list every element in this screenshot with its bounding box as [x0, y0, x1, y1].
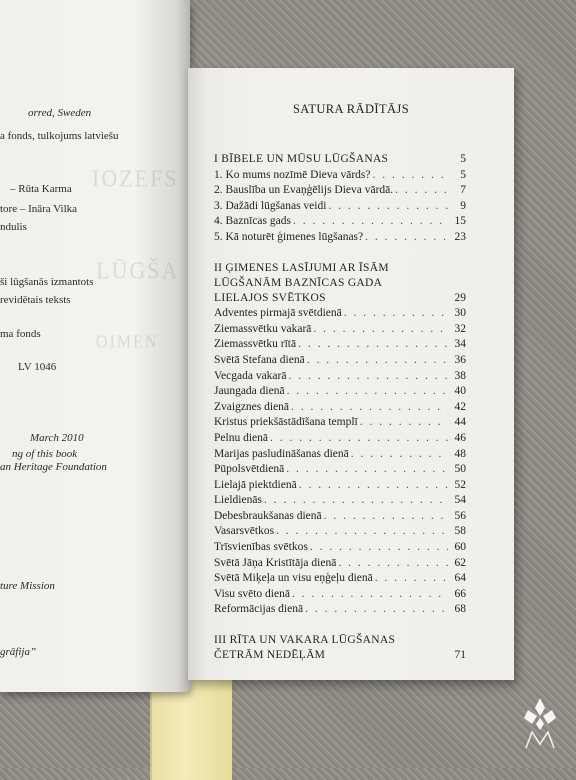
toc-entry[interactable]: [214, 306, 466, 322]
section-heading-line: II ĢIMENES LASĪJUMI AR ĪSĀM: [214, 261, 389, 274]
toc-entry[interactable]: [214, 602, 466, 618]
toc-entry-page-number: 44: [454, 416, 466, 429]
section-heading-line: ČETRĀM NEDĒĻĀM: [214, 649, 326, 662]
toc-entry[interactable]: [214, 337, 466, 353]
left-page-line: ng of this book: [12, 448, 78, 460]
section-heading-line: LIELAJOS SVĒTKOS: [214, 291, 326, 304]
toc-entry-page-number: 60: [454, 541, 466, 554]
toc-entry[interactable]: [214, 478, 466, 494]
toc-entry-page-number: 15: [454, 215, 466, 228]
dot-leader: [360, 415, 448, 431]
toc-entry-page-number: 34: [454, 338, 466, 351]
toc-entry-page-number: 9: [460, 199, 466, 212]
toc-entry[interactable]: [214, 556, 466, 572]
toc-entry[interactable]: [214, 214, 466, 230]
toc-entry-label: Kristus priekšāstādīšana templī: [214, 416, 358, 429]
toc-entry-page-number: 62: [454, 556, 466, 569]
toc-entry-label: Lielajā piektdienā: [214, 478, 297, 491]
toc-entry-page-number: 50: [454, 463, 466, 476]
left-page-line: orred, Sweden: [28, 107, 92, 119]
toc-entry-page-number: 23: [454, 230, 466, 243]
toc-entry-label: 1. Ko mums nozīmē Dieva vārds?: [214, 168, 371, 181]
toc-entry-page-number: 32: [454, 322, 466, 335]
dot-leader: [395, 183, 448, 199]
toc-entry-page-number: 68: [454, 603, 466, 616]
dot-leader: [298, 337, 448, 353]
toc-section-heading[interactable]: [214, 152, 466, 168]
left-page: [0, 0, 190, 692]
toc-entry-label: Vecgada vakarā: [214, 369, 287, 382]
dot-leader: [291, 400, 448, 416]
dot-leader: [351, 447, 448, 463]
toc-entry-label: Pūpolsvētdienā: [214, 463, 285, 476]
dot-leader: [307, 353, 448, 369]
toc-entry-label: Vasarsvētkos: [214, 525, 275, 538]
toc-entry-page-number: 54: [454, 494, 466, 507]
dot-leader: [270, 431, 448, 447]
toc-entry[interactable]: [214, 199, 466, 215]
toc-entry-page-number: 36: [454, 353, 466, 366]
toc-entry-page-number: 40: [454, 385, 466, 398]
toc-entry[interactable]: [214, 183, 466, 199]
toc-entry-page-number: 30: [454, 307, 466, 320]
toc-entry[interactable]: [214, 415, 466, 431]
toc-entry[interactable]: [214, 587, 466, 603]
toc-entry-label: Reformācijas dienā: [214, 603, 304, 616]
dot-leader: [276, 524, 448, 540]
toc-entry[interactable]: [214, 540, 466, 556]
toc-entry-label: Adventes pirmajā svētdienā: [214, 307, 342, 320]
toc-entry-label: Marijas pasludināšanas dienā: [214, 447, 349, 460]
toc-section-heading[interactable]: [214, 648, 466, 664]
toc-entry[interactable]: [214, 353, 466, 369]
left-page-line: LV 1046: [18, 361, 57, 373]
dot-leader: [375, 571, 448, 587]
dot-leader: [344, 306, 448, 322]
dot-leader: [293, 214, 448, 230]
left-page-line: revidētais teksts: [0, 294, 71, 306]
leaf-logo-watermark-icon: [518, 694, 562, 750]
toc-entry[interactable]: [214, 369, 466, 385]
dot-leader: [310, 540, 448, 556]
toc-entry-label: Debesbraukšanas dienā: [214, 509, 322, 522]
toc-entry-label: Svētā Stefana dienā: [214, 353, 305, 366]
left-page-line: a fonds, tulkojums latviešu: [0, 130, 119, 142]
toc-entry-label: Lieldienās: [214, 494, 262, 507]
toc-entry[interactable]: [214, 524, 466, 540]
ghost-text-bleed: LŪGŠA: [96, 256, 180, 285]
toc-entry-label: Trīsvienības svētkos: [214, 541, 308, 554]
dot-leader: [292, 587, 448, 603]
section-heading-line: I BĪBELE UN MŪSU LŪGŠANAS: [214, 153, 389, 165]
toc-entry-page-number: 38: [454, 369, 466, 382]
section-gap: [214, 618, 466, 633]
left-page-line: ndulis: [0, 221, 27, 233]
dot-leader: [264, 493, 448, 509]
left-page-line: tore – Ināra Vilka: [0, 203, 78, 215]
right-page: [188, 68, 514, 680]
dot-leader: [305, 602, 448, 618]
ghost-text-bleed: OIMEN: [96, 333, 159, 352]
left-page-line: grāfija”: [0, 646, 37, 658]
toc-title: SATURA RĀDĪTĀJS: [292, 102, 410, 116]
toc-entry-page-number: 48: [454, 447, 466, 460]
dot-leader: [338, 556, 448, 572]
toc-entry-label: Visu svēto dienā: [214, 587, 290, 600]
toc-entry-page-number: 7: [460, 184, 466, 197]
toc-entry-label: Jaungada dienā: [214, 385, 285, 398]
toc-entry-label: Svētā Jāņa Kristītāja dienā: [214, 556, 337, 569]
toc-entry-page-number: 46: [454, 431, 466, 444]
toc-entry-page-number: 52: [454, 478, 466, 491]
dot-leader: [365, 230, 448, 246]
toc-entry[interactable]: [214, 462, 466, 478]
section-page-number: 29: [454, 291, 466, 304]
toc-entry[interactable]: [214, 447, 466, 463]
dot-leader: [373, 168, 449, 184]
left-page-line: ture Mission: [0, 580, 55, 592]
section-gap: [214, 246, 466, 261]
toc-entry-page-number: 5: [460, 168, 466, 181]
toc-entry[interactable]: [214, 509, 466, 525]
dot-leader: [286, 462, 448, 478]
dot-leader: [328, 199, 448, 215]
section-page-number: 5: [460, 153, 466, 165]
toc-entry[interactable]: [214, 322, 466, 338]
dot-leader: [288, 369, 448, 385]
dot-leader: [287, 384, 448, 400]
toc-entry[interactable]: [214, 431, 466, 447]
toc-entry-page-number: 66: [454, 587, 466, 600]
ghost-text-bleed: IOZEFS: [92, 164, 179, 193]
dot-leader: [313, 322, 448, 338]
toc-entry-label: 4. Baznīcas gads: [214, 215, 291, 228]
toc-entry-page-number: 42: [454, 400, 466, 413]
section-page-number: 71: [454, 649, 466, 662]
toc-entry-label: 2. Bauslība un Evaņģēlijs Dieva vārdā.: [214, 184, 394, 197]
section-heading-line: LŪGŠANĀM BAZNĪCAS GADA: [214, 276, 383, 289]
toc-entry-page-number: 56: [454, 509, 466, 522]
dot-leader: [324, 509, 448, 525]
toc-entry-label: Ziemassvētku rītā: [214, 338, 297, 351]
toc-entry-page-number: 64: [454, 572, 466, 585]
toc-entry[interactable]: [214, 571, 466, 587]
toc-entry-label: 5. Kā noturēt ģimenes lūgšanas?: [214, 230, 364, 243]
toc-entry-label: Svētā Miķeļa un visu eņģeļu dienā: [214, 572, 373, 585]
toc-entry[interactable]: [214, 493, 466, 509]
toc-section-heading[interactable]: [214, 291, 466, 307]
left-page-line: ši lūgšanās izmantots: [0, 276, 94, 288]
toc-entry[interactable]: [214, 400, 466, 416]
table-of-contents: [214, 152, 466, 664]
toc-entry-page-number: 58: [454, 525, 466, 538]
left-page-line: ma fonds: [0, 328, 41, 340]
toc-entry-label: Pelnu dienā: [214, 431, 268, 444]
toc-entry-label: Ziemassvētku vakarā: [214, 322, 312, 335]
toc-entry[interactable]: [214, 384, 466, 400]
toc-entry[interactable]: [214, 230, 466, 246]
dot-leader: [299, 478, 448, 494]
section-heading-line: III RĪTA UN VAKARA LŪGŠANAS: [214, 634, 396, 647]
toc-entry[interactable]: [214, 168, 466, 184]
toc-entry-label: Zvaigznes dienā: [214, 400, 290, 413]
left-page-line: an Heritage Foundation: [0, 461, 107, 473]
toc-entry-label: 3. Dažādi lūgšanas veidi: [214, 199, 327, 212]
left-page-line: – Rūta Karma: [10, 183, 72, 195]
left-page-line: March 2010: [30, 432, 84, 444]
